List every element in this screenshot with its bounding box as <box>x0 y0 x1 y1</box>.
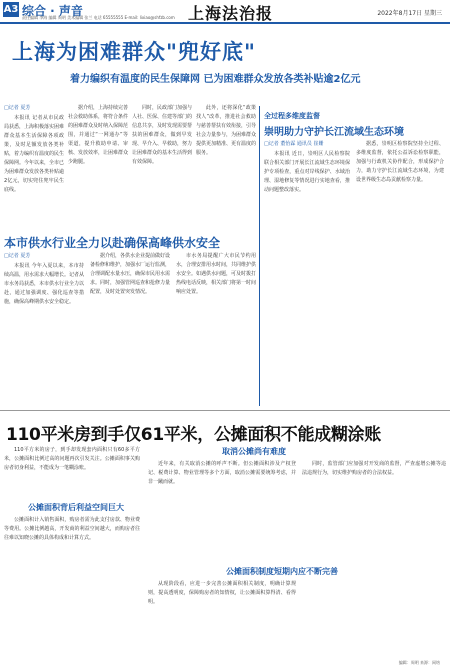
commentary-text-1: 公摊面积计入销售面积，购房者需为此支付房款、物业费等费用。公摊比例越高，开发商的利益空间越大，而购房者往往难以知晓公摊的具体构成和计算方式。 <box>4 517 140 541</box>
newspaper-logo: 上海法治报 <box>188 4 274 23</box>
page-number: A3 <box>3 4 19 15</box>
commentary-intro <box>4 446 140 498</box>
commentary-headline: 110平米房到手仅61平米，公摊面积不能成糊涂账 <box>6 425 381 445</box>
editor-line: 责任编辑 李海 编辑 周明 美术编辑 张兰 电话 65555555 E-mail: lixiao@shfzb.com <box>22 15 175 20</box>
commentary-column-1 <box>4 516 140 656</box>
lead-text-4: 此外，还将深化“政策找人”改革，推进社会救助与慈善帮扶有效衔接，引导社会力量参与，为困难群众提供更加精准、更有温度的服务。 <box>196 105 256 156</box>
water-column-2 <box>90 252 170 404</box>
commentary-text-4: 同时，监管部门应加强对开发商的监督，严查虚增公摊等违法违规行为，切实维护购房者的合法权益。 <box>302 461 446 476</box>
lead-column-3 <box>132 104 192 228</box>
lead-text-1: 本报讯 记者从市民政局获悉，上海积极落实困难群众基本生活保障各项政策，及时足额发放各类补贴，着力编织有温度的民生保障网。今年以来，全市已为困难群众发放各类补贴逾2亿元，切实兜住兜牢民生底线。 <box>4 115 64 193</box>
water-column-1 <box>4 252 84 404</box>
sidebar-column-1 <box>264 140 350 402</box>
commentary-column-4 <box>302 460 446 656</box>
water-byline: □记者 夏芳 <box>4 253 31 259</box>
commentary-text-3: 从现阶段看，应进一步完善公摊面积相关制度，明确计算规则，提高透明度，保障购房者的知情权，让公摊面积算得清、看得明。 <box>148 581 296 605</box>
sidebar-column-2 <box>356 140 444 402</box>
column-divider <box>259 106 260 406</box>
commentary-intro-text: 110平方米的房子，到手却发现套内面积只有60多平方米，公摊面积比例过高的问题再次引发关注。公摊面积事关购房者切身利益，不能成为一笔糊涂账。 <box>4 447 140 471</box>
lead-text-3: 同时，民政部门加强与人社、医保、住建等部门的信息共享，及时发现需要帮扶的困难群众，做到早发现、早介入、早救助，努力让困难群众的基本生活得到有效保障。 <box>132 105 192 165</box>
commentary-column-2 <box>148 460 296 560</box>
lead-text-2: 据介绍，上海持续完善社会救助体系，将符合条件的困难群众及时纳入保障范围，并通过“一网通办”等渠道，提升救助申请、审核、发放效率，让困难群众少跑腿。 <box>68 105 128 165</box>
masthead <box>0 0 450 24</box>
sidebar-text-2: 据悉，崇明区检察院坚持全过程、多维度监督，依托公益诉讼检察职能，加强与行政机关协作配合，形成保护合力，助力守护长江流域生态环境，为建设世界级生态岛贡献检察力量。 <box>356 141 444 183</box>
sidebar-byline: □记者 董怡霖 通讯员 崔姗 <box>264 141 324 147</box>
sidebar-text-1: 本报讯 近日，崇明区人民检察院联合相关部门开展长江流域生态环境保护专项检查，重点对岸线保护、水域治理、湿地修复等情况进行实地查看，推动问题整改落实。 <box>264 151 350 193</box>
water-text-2: 据介绍，各供水企业提前做好设备检修和维护，加强水厂运行监测，合理调配水量水压，确保市民用水需求。同时，加强管网巡查和抢修力量配置，及时处置突发情况。 <box>90 253 170 295</box>
commentary-credit: 编辑：周明 来源：网络 <box>398 660 440 665</box>
lead-subhead: 着力编织有温度的民生保障网 已为困难群众发放各类补贴逾2亿元 <box>70 74 361 85</box>
lead-column-1 <box>4 104 64 228</box>
section-divider <box>0 410 450 411</box>
commentary-column-3 <box>148 580 296 656</box>
sidebar-kicker: 全过程多维度监督 <box>264 112 320 120</box>
commentary-subhead-2: 取消公摊尚有难度 <box>222 447 286 456</box>
section-name: 综合 · 声音 <box>22 4 83 18</box>
water-column-3 <box>176 252 256 404</box>
commentary-text-2: 近年来，有关取消公摊的呼声不断。但公摊面积涉及产权登记、税费计算、物业管理等多个方面，取消公摊需要统筹考虑，并非一蹴而就。 <box>148 461 296 485</box>
lead-column-4 <box>196 104 256 228</box>
commentary-subhead-1: 公摊面积背后利益空间巨大 <box>28 503 124 512</box>
water-text-3: 市水务局提醒广大市民节约用水，合理安排用水时间，共同维护供水安全。如遇供水问题，可及时拨打热线电话反映，相关部门将第一时间响应处置。 <box>176 253 256 295</box>
commentary-subhead-3: 公摊面积制度短期内应不断完善 <box>226 567 338 576</box>
sidebar-headline: 崇明助力守护长江流域生态环境 <box>264 127 404 138</box>
water-text-1: 本报讯 今年入夏以来，本市持续高温，用水需求大幅增长。记者从市水务局获悉，本市供水行业全力以赴，通过加强调度、强化巡查等措施，确保高峰期供水安全稳定。 <box>4 263 84 305</box>
water-headline: 本市供水行业全力以赴确保高峰供水安全 <box>4 236 221 250</box>
issue-date: 2022年8月17日 星期三 <box>377 10 442 17</box>
lead-headline: 上海为困难群众"兜好底" <box>12 40 256 64</box>
lead-byline: □记者 夏芳 <box>4 105 31 111</box>
lead-column-2 <box>68 104 128 228</box>
